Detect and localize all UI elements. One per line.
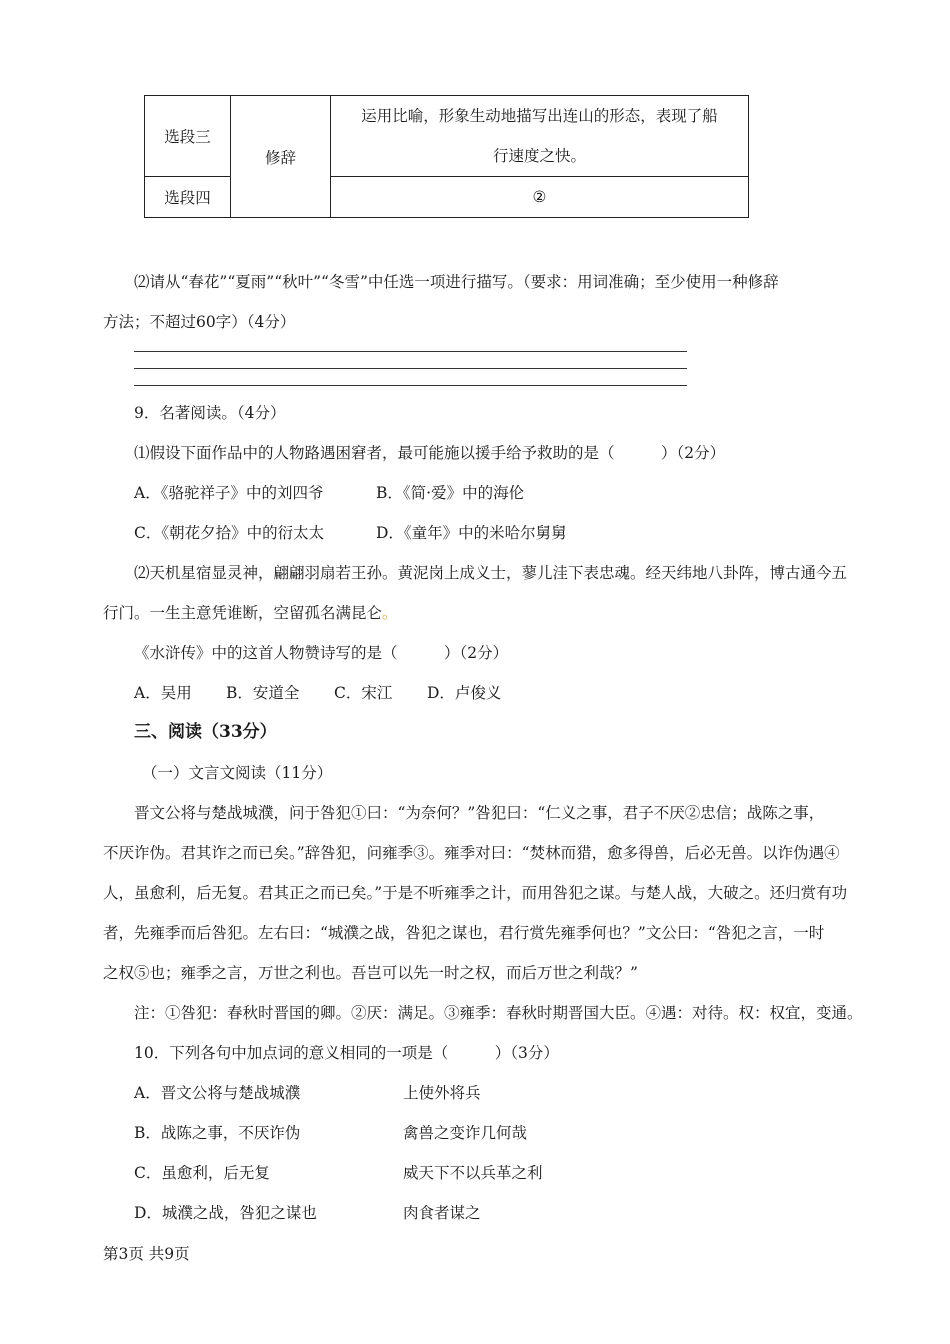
q10-opt-a-left: A．晋文公将与楚战城濮 [134,1084,301,1102]
q10-opt-d-left: D．城濮之战，咎犯之谋也 [134,1204,317,1222]
table-row1-text-a: 运用比喻，形象生动地描写出连山的形态，表现了船 [361,107,718,125]
passage-line-2: 不厌诈伪。君其诈之而已矣。”辞咎犯，问雍季③。雍季对曰：“焚林而猎，愈多得兽，后必无兽。以诈伪遇④ [103,844,840,862]
q8-2-line1: ⑵请从“春花”“夏雨”“秋叶”“冬雪”中任选一项进行描写。（要求：用词准确；至少使用一种修辞 [134,273,779,291]
answer-line-3 [134,385,687,386]
q9-poem-line2 [103,603,398,623]
passage-note: 注：①咎犯：春秋时晋国的卿。②厌：满足。③雍季：春秋时期晋国大臣。④遇：对待。权：权宜，变通。 [134,1004,863,1022]
table-row2-label: 选段四 [145,177,231,218]
q9-opt-a: A．《骆驼祥子》中的刘四爷 [134,484,324,502]
q9-opt2-a: A．吴用 [134,684,192,702]
page-number: 第3页 共9页 [103,1245,190,1263]
passage-line-5: 之权⑤也；雍季之言，万世之利也。吾岂可以先一时之权，而后万世之利哉？” [103,964,638,982]
q10-opt-d-right: 肉食者谋之 [403,1204,481,1222]
q9-poem-line2-end: 。 [382,604,398,622]
passage-line-4: 者，先雍季而后咎犯。左右曰：“城濮之战，咎犯之谋也，君行赏先雍季何也？”文公曰：“咎犯之言，一时 [103,924,825,942]
answer-line-2 [134,368,687,369]
table-merged-label: 修辞 [231,96,331,218]
q9-title: 9．名著阅读。（4分） [134,404,286,422]
q10-title: 10．下列各句中加点词的意义相同的一项是（ ）（3分） [134,1044,559,1062]
q9-opt-b: B．《简·爱》中的海伦 [376,484,525,502]
answer-line-1 [134,351,687,352]
q9-sub2: 《水浒传》中的这首人物赞诗写的是（ ）（2分） [134,644,509,662]
q9-opt2-b: B．安道全 [226,684,300,702]
q10-opt-a-right: 上使外将兵 [403,1084,481,1102]
rhetoric-table [144,95,749,218]
q9-opt-c: C．《朝花夕拾》中的衍太太 [134,524,325,542]
section3-part1: （一）文言文阅读（11分） [142,764,333,782]
q9-sub1: ⑴假设下面作品中的人物路遇困窘者，最可能施以援手给予救助的是（ ）（2分） [134,444,726,462]
q10-opt-c-left: C．虽愈利，后无复 [134,1164,270,1182]
passage-line-3: 人，虽愈利，后无复。君其正之而已矣。”于是不听雍季之计，而用咎犯之谋。与楚人战，大破之。还归赏有功 [103,884,848,902]
table-row1-label: 选段三 [145,96,231,177]
q8-2-line2: 方法；不超过60字）（4分） [103,313,296,331]
table-row2-text: ② [331,177,749,218]
table-row1-text [331,96,749,177]
q10-opt-c-right: 威天下不以兵革之利 [403,1164,543,1182]
q9-opt2-c: C．宋江 [334,684,393,702]
q10-opt-b-right: 禽兽之变诈几何哉 [403,1124,528,1142]
q10-opt-b-left: B．战陈之事，不厌诈伪 [134,1124,301,1142]
q9-poem-line2-main: 行门。一生主意凭谁断，空留孤名满昆仑 [103,604,383,622]
passage-line-1: 晋文公将与楚战城濮，问于咎犯①曰：“为奈何？”咎犯曰：“仁义之事，君子不厌②忠信；战陈之事， [134,804,825,822]
q9-opt2-d: D．卢俊义 [427,684,502,702]
section3-heading: 三、阅读（33分） [134,722,277,742]
q9-poem-line1: ⑵天机星宿显灵神，翩翩羽扇若王孙。黄泥岗上成义士，蓼儿洼下表忠魂。经天纬地八卦阵，博古通今五 [134,564,848,582]
q9-opt-d: D．《童年》中的米哈尔舅舅 [376,524,567,542]
table-row1-text-b: 行速度之快。 [492,147,586,165]
